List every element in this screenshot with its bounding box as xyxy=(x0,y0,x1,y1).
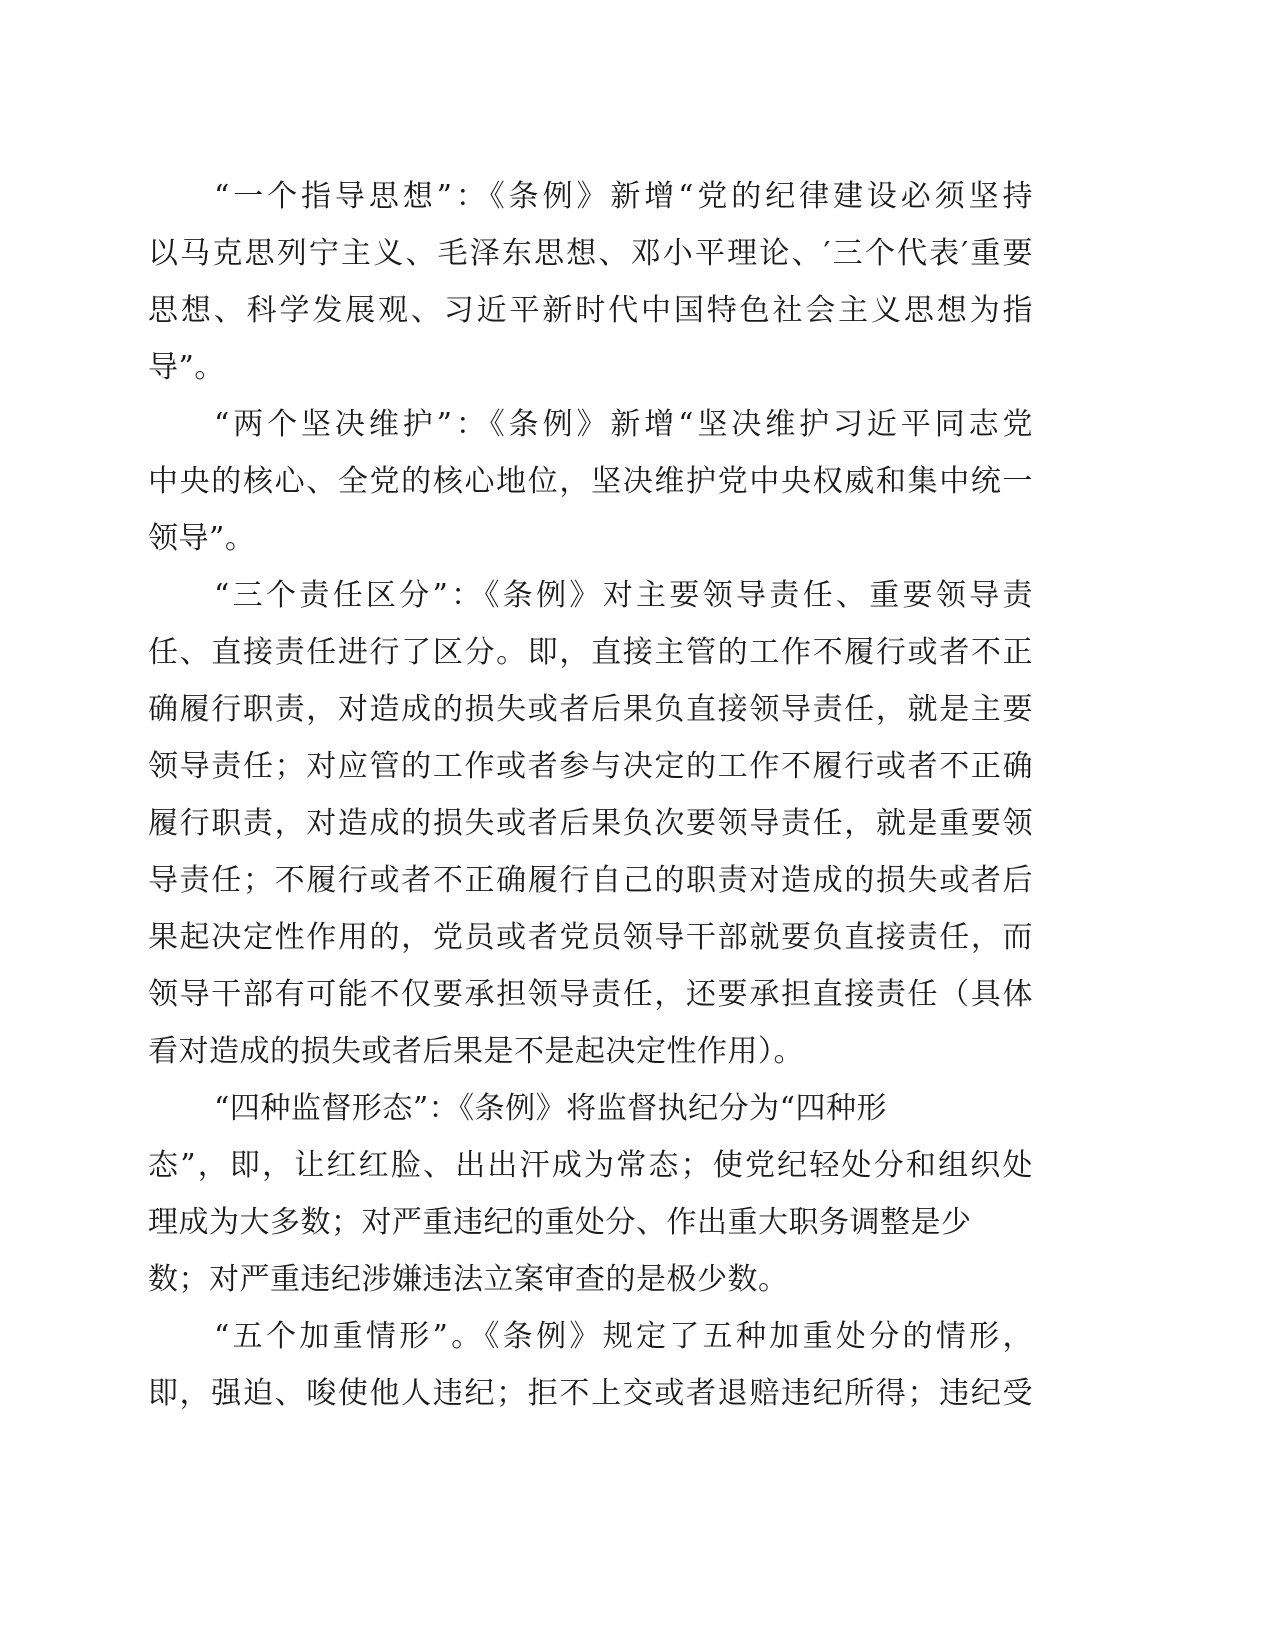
text-line: 理成为大多数；对严重违纪的重处分、作出重大职务调整是少 xyxy=(148,1205,972,1240)
paragraph-five-aggravating xyxy=(148,1308,1033,1422)
text-line: 确履行职责，对造成的损失或者后果负直接领导责任，就是主要 xyxy=(148,692,1033,727)
text-line: 数；对严重违纪涉嫌违法立案审查的是极少数。 xyxy=(148,1262,789,1297)
text-line: 领导干部有可能不仅要承担领导责任，还要承担直接责任（具体 xyxy=(148,977,1033,1012)
paragraph-two-upholds xyxy=(148,396,1033,567)
text-line: “一个指导思想”：《条例》新增“党的纪律建设必须坚持 xyxy=(214,179,1033,214)
text-line: “两个坚决维护”：《条例》新增“坚决维护习近平同志党 xyxy=(214,407,1033,442)
text-line: 思想、科学发展观、习近平新时代中国特色社会主义思想为指 xyxy=(148,293,1033,328)
text-line: 态”，即，让红红脸、出出汗成为常态；使党纪轻处分和组织处 xyxy=(148,1148,1033,1183)
text-line: “三个责任区分”：《条例》对主要领导责任、重要领导责 xyxy=(214,578,1033,613)
text-line: 领导”。 xyxy=(148,521,256,556)
paragraph-three-responsibilities xyxy=(148,567,1033,1080)
text-line: 导”。 xyxy=(148,350,225,385)
text-line: 中央的核心、全党的核心地位，坚决维护党中央权威和集中统一 xyxy=(148,464,1033,499)
document-page xyxy=(148,168,1033,1422)
text-line: “五个加重情形”。《条例》规定了五种加重处分的情形， xyxy=(214,1319,1033,1354)
text-line: 果起决定性作用的，党员或者党员领导干部就要负直接责任，而 xyxy=(148,920,1033,955)
paragraph-guiding-ideology xyxy=(148,168,1033,396)
text-line: 履行职责，对造成的损失或者后果负次要领导责任，就是重要领 xyxy=(148,806,1033,841)
text-line: 看对造成的损失或者后果是不是起决定性作用）。 xyxy=(148,1034,804,1069)
text-line: 领导责任；对应管的工作或者参与决定的工作不履行或者不正确 xyxy=(148,749,1033,784)
text-line: “四种监督形态”：《条例》将监督执纪分为“四种形 xyxy=(214,1091,888,1126)
text-line: 以马克思列宁主义、毛泽东思想、邓小平理论、′三个代表′重要 xyxy=(148,236,1033,271)
text-line: 任、直接责任进行了区分。即，直接主管的工作不履行或者不正 xyxy=(148,635,1033,670)
paragraph-four-forms xyxy=(148,1080,1033,1308)
text-line: 即，强迫、唆使他人违纪；拒不上交或者退赔违纪所得；违纪受 xyxy=(148,1376,1033,1411)
text-line: 导责任；不履行或者不正确履行自己的职责对造成的损失或者后 xyxy=(148,863,1033,898)
